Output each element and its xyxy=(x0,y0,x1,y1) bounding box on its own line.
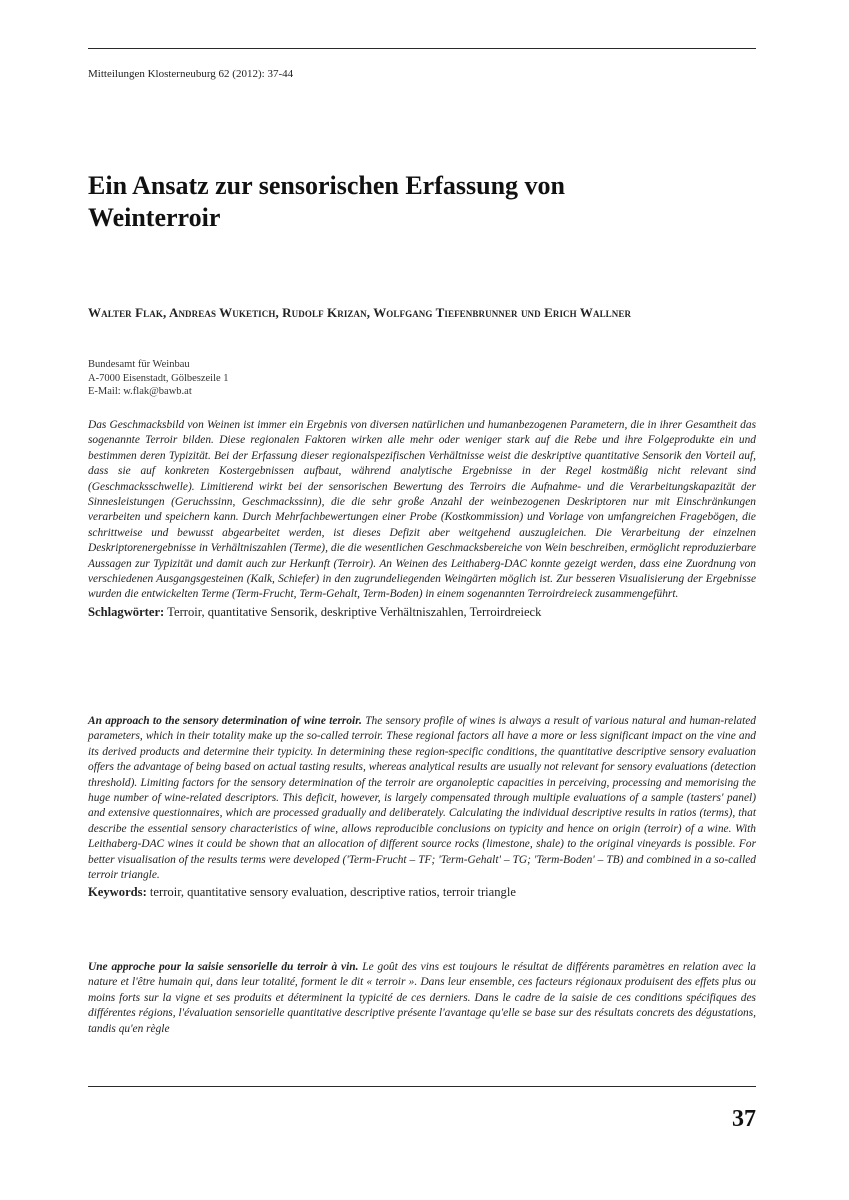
author-list: Walter Flak, Andreas Wuketich, Rudolf Krizan, Wolfgang Tiefenbrunner und Erich Wallner xyxy=(88,305,632,320)
affiliation-email: E-Mail: w.flak@bawb.at xyxy=(88,386,192,397)
header-rule xyxy=(88,48,756,49)
abstract-english-title: An approach to the sensory determination of wine terroir. xyxy=(88,715,362,727)
abstract-english-paragraph xyxy=(88,714,756,883)
journal-reference: Mitteilungen Klosterneuburg 62 (2012): 37-44 xyxy=(88,68,294,80)
keywords-german xyxy=(88,604,756,621)
keywords-german-list: Terroir, quantitative Sensorik, deskriptive Verhältniszahlen, Terroirdreieck xyxy=(167,604,542,619)
footer-rule xyxy=(88,1086,756,1087)
article-title xyxy=(88,170,756,234)
abstract-french-text: Le goût des vins est toujours le résultat de différents paramètres en relation avec la nature et l'être humain qui, dans leur totalité, forment le dit « terroir ». Dans leur ensemble, ces facteurs régionaux produisent des effets plus ou moins forts sur la vigne et ses produits et déterminent la typicité de ces derniers. Dans le cadre de la saisie de ces conditions spécifiques des différentes régions, l'évaluation sensorielle quantitative descriptive présente l'avantage qu'elle se base sur des résultats concrets des dégustations, tandis qu'en règle xyxy=(88,961,756,1035)
abstract-german-text: Das Geschmacksbild von Weinen ist immer ein Ergebnis von diversen natürlichen und humanbezogenen Parametern, die in ihrer Gesamtheit das sogenannte Terroir bilden. Diese regionalen Faktoren wirken alle mehr oder weniger stark auf die Rebe und ihre Folgeprodukte ein und bestimmen deren Typizität. Bei der Erfassung dieser regionalspezifischen Verhältnisse weist die deskriptive quantitative Sensorik den Vorteil auf, dass sie auf konkreten Kostergebnissen aufbaut, während analytische Ergebnisse in der Regel kostmäßig nicht relevant sind (Geschmacksschwelle). Limitierend wirkt bei der sensorischen Bewertung des Terroirs die Aufnahme- und die Verarbeitungskapazität der Sinnesleistungen (Geruchssinn, Geschmackssinn), die die sehr große Anzahl der weinbezogenen Deskriptoren nur mit Einschränkungen verarbeiten und speichern kann. Durch Mehrfachbewertungen einer Probe (Kostkommission) und Vorlage von umfangreichen Fragebögen, die schrittweise und bewusst abgearbeitet werden, ist dieses Defizit aber weitgehend auszugleichen. Die Verarbeitung der einzelnen Deskriptorenergebnisse in Verhältniszahlen (Terme), die die wesentlichen Geschmacksbereiche von Wein beschreiben, ermöglicht reproduzierbare Aussagen zur Typizität und damit auch zur Herkunft (Terroir). An Weinen des Leithaberg-DAC konnte gezeigt werden, dass eine Zuordnung von verschiedenen Ausgangsgesteinen (Kalk, Schiefer) in den zugrundeliegenden Weingärten möglich ist. Zur besseren Visualisierung der Ergebnisse wurden die entwickelten Terme (Term-Frucht, Term-Gehalt, Term-Boden) in einem sogenannten Terroirdreieck zusammengeführt. xyxy=(88,419,756,601)
abstract-german xyxy=(88,418,756,621)
affiliation-institution: Bundesamt für Weinbau xyxy=(88,359,190,370)
article-title-line-1: Ein Ansatz zur sensorischen Erfassung von xyxy=(88,171,565,200)
article-title-line-2: Weinterroir xyxy=(88,203,221,232)
abstract-french-paragraph xyxy=(88,960,756,1037)
affiliation-address: A-7000 Eisenstadt, Gölbeszeile 1 xyxy=(88,372,229,384)
abstract-english-text: The sensory profile of wines is always a result of various natural and human-related parameters, which in their totality make up the so-called terroir. These regional factors all have a more or less significant impact on the vine and its derived products and determine their typicity. In determining these region-specific conditions, the quantitative descriptive sensory evaluation offers the advantage of being based on actual tasting results, whereas analytical results are usually not relevant for sensory evaluations (detection threshold). Limiting factors for the sensory determination of the terroir are organoleptic capacities in perceiving, processing and memorising the huge number of wine-related descriptors. This deficit, however, is largely compensated through multiple evaluations of a sample (tasters' panel) and extensive questionnaires, which are processed gradually and deliberately. Calculating the individual descriptive results in ratios (terms), that describe the essential sensory characteristics of wine, allows reproducible conclusions on typicity and hence on origin (terroir) of a wine. With Leithaberg-DAC wines it could be shown that an allocation of different source rocks (limestone, shale) to the original vineyards is possible. For better visualisation of the results terms were developed ('Term-Frucht – TF; 'Term-Gehalt' – TG; 'Term-Boden' – TB) and combined in a so-called terroir triangle. xyxy=(88,715,756,882)
affiliation-block xyxy=(88,358,229,399)
abstract-english xyxy=(88,714,756,901)
abstract-french xyxy=(88,960,756,1037)
page-number: 37 xyxy=(732,1106,756,1132)
keywords-german-label: Schlagwörter: xyxy=(88,604,165,619)
keywords-english-list: terroir, quantitative sensory evaluation, descriptive ratios, terroir triangle xyxy=(149,885,516,900)
abstract-french-title: Une approche pour la saisie sensorielle du terroir à vin. xyxy=(88,961,359,973)
keywords-english xyxy=(88,884,756,901)
keywords-english-label: Keywords: xyxy=(88,885,147,900)
